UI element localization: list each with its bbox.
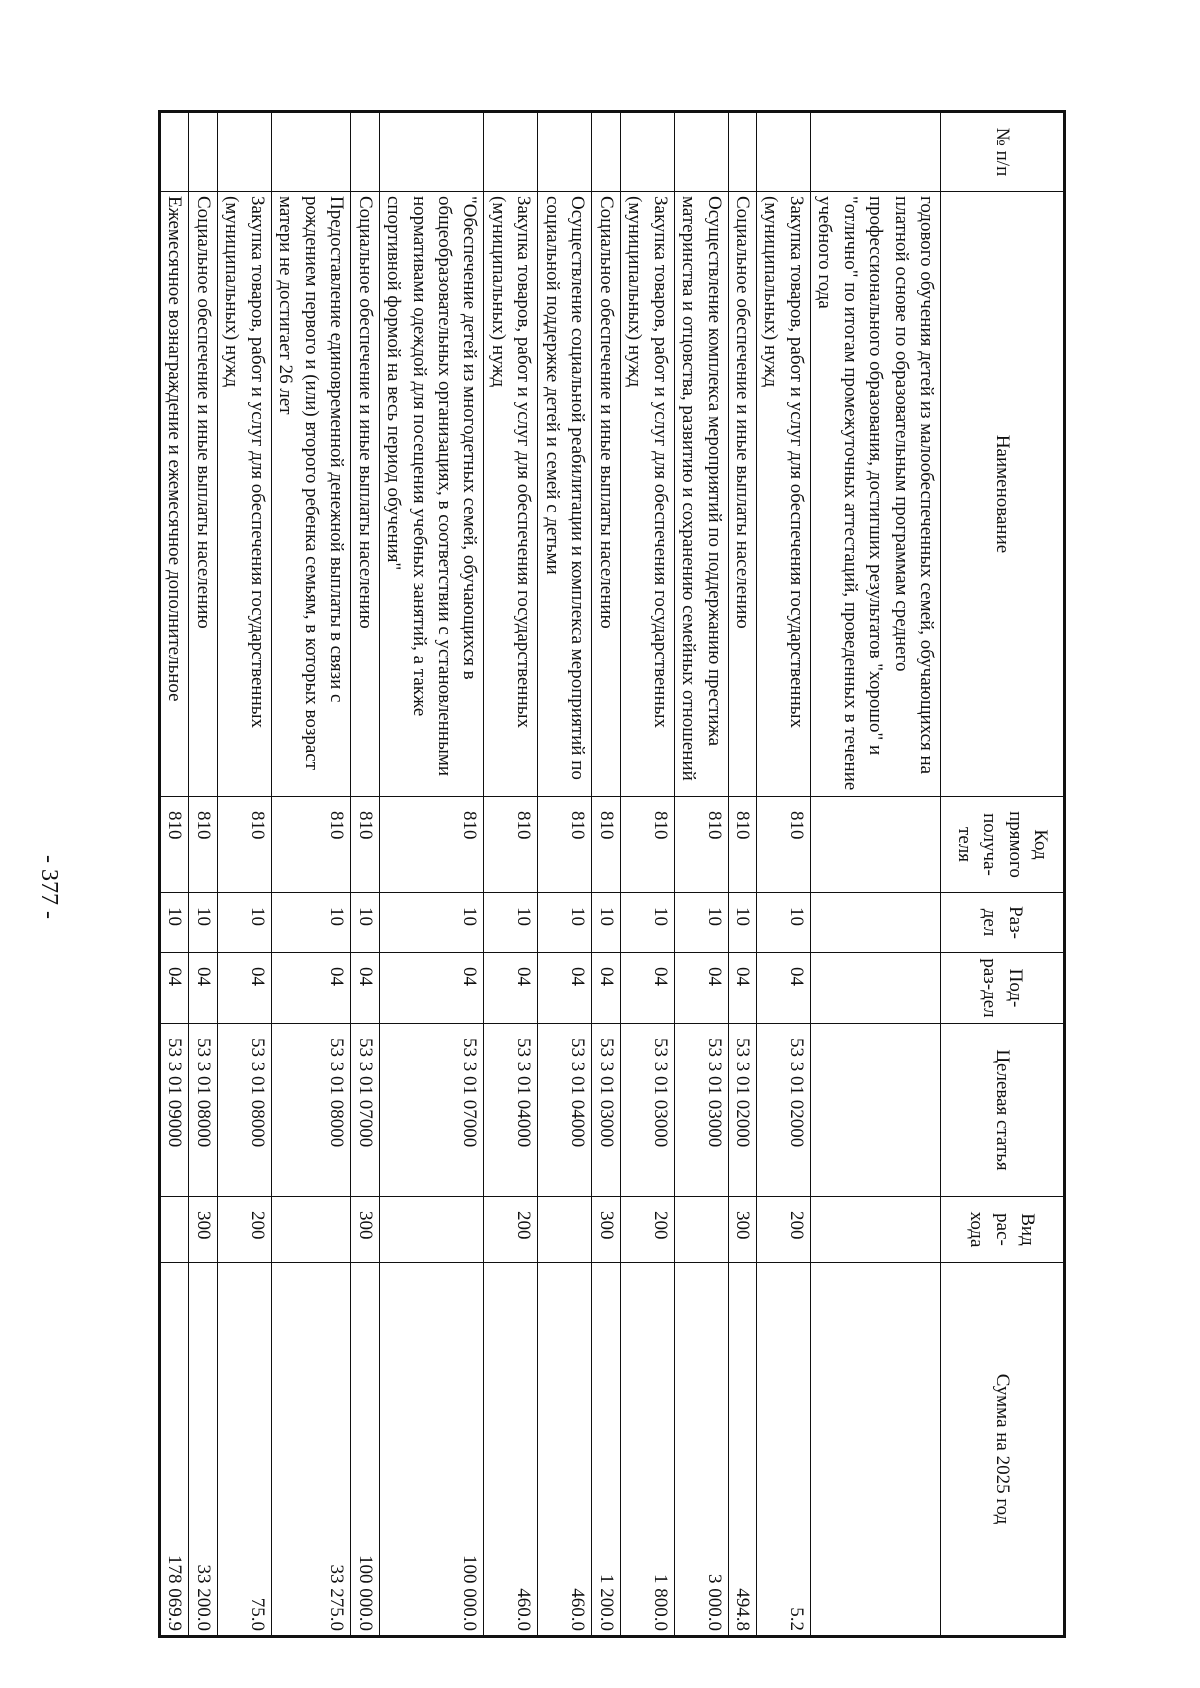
cell-name: Закупка товаров, работ и услуг для обеспечения государственных (муниципальных) нужд [484, 192, 538, 797]
cell-vid: 200 [484, 1197, 538, 1263]
cell-num [674, 112, 728, 192]
table-body [160, 112, 941, 1637]
cell-podrazdel: 04 [757, 953, 811, 1024]
cell-vid: 300 [189, 1197, 217, 1263]
cell-sum: 460.0 [484, 1263, 538, 1637]
cell-vid: 300 [728, 1197, 756, 1263]
cell-sum: 100 000.0 [379, 1263, 484, 1637]
cell-podrazdel: 04 [674, 953, 728, 1024]
cell-vid [538, 1197, 592, 1263]
header-code: Код прямого получа-теля [941, 797, 1065, 893]
cell-podrazdel [810, 953, 940, 1024]
cell-podrazdel: 04 [484, 953, 538, 1024]
table-row [271, 112, 350, 1637]
header-razdel: Раз-дел [941, 893, 1065, 953]
cell-razdel: 10 [160, 893, 189, 953]
cell-target: 53 3 01 02000 [728, 1024, 756, 1197]
cell-num [217, 112, 271, 192]
cell-code: 810 [484, 797, 538, 893]
cell-razdel: 10 [271, 893, 350, 953]
cell-target: 53 3 01 03000 [620, 1024, 674, 1197]
cell-vid: 200 [620, 1197, 674, 1263]
cell-code: 810 [217, 797, 271, 893]
cell-razdel: 10 [217, 893, 271, 953]
cell-sum: 100 000.0 [351, 1263, 379, 1637]
cell-vid [160, 1197, 189, 1263]
cell-code: 810 [271, 797, 350, 893]
cell-vid: 200 [757, 1197, 811, 1263]
cell-target: 53 3 01 07000 [379, 1024, 484, 1197]
budget-table [158, 110, 1066, 1638]
cell-sum: 178 069.9 [160, 1263, 189, 1637]
cell-target: 53 3 01 03000 [674, 1024, 728, 1197]
cell-podrazdel: 04 [728, 953, 756, 1024]
budget-table-container [110, 110, 1066, 1635]
cell-podrazdel: 04 [538, 953, 592, 1024]
cell-sum: 1 800.0 [620, 1263, 674, 1637]
header-podrazdel: Под-раз-дел [941, 953, 1065, 1024]
cell-razdel: 10 [757, 893, 811, 953]
cell-podrazdel: 04 [217, 953, 271, 1024]
cell-sum: 33 200.0 [189, 1263, 217, 1637]
cell-code: 810 [757, 797, 811, 893]
cell-vid [810, 1197, 940, 1263]
cell-num [538, 112, 592, 192]
cell-razdel: 10 [592, 893, 620, 953]
table-row [620, 112, 674, 1637]
cell-num [484, 112, 538, 192]
cell-sum: 460.0 [538, 1263, 592, 1637]
cell-target: 53 3 01 02000 [757, 1024, 811, 1197]
cell-podrazdel: 04 [351, 953, 379, 1024]
table-row [484, 112, 538, 1637]
cell-target: 53 3 01 08000 [217, 1024, 271, 1197]
page-number: - 377 - [36, 855, 62, 919]
header-target: Целевая статья [941, 1024, 1065, 1197]
cell-target: 53 3 01 03000 [592, 1024, 620, 1197]
cell-target: 53 3 01 08000 [189, 1024, 217, 1197]
cell-razdel: 10 [620, 893, 674, 953]
cell-sum: 75.0 [217, 1263, 271, 1637]
cell-podrazdel: 04 [379, 953, 484, 1024]
cell-num [620, 112, 674, 192]
cell-name: Ежемесячное вознаграждение и ежемесячное дополнительное [160, 192, 189, 797]
cell-code: 810 [189, 797, 217, 893]
cell-vid [271, 1197, 350, 1263]
cell-code: 810 [674, 797, 728, 893]
cell-code: 810 [728, 797, 756, 893]
cell-target [810, 1024, 940, 1197]
cell-code: 810 [538, 797, 592, 893]
table-row [757, 112, 811, 1637]
cell-razdel: 10 [728, 893, 756, 953]
cell-razdel: 10 [484, 893, 538, 953]
cell-code: 810 [160, 797, 189, 893]
cell-name: Предоставление единовременной денежной выплаты в связи с рождением первого и (или) второго ребенка семьям, в которых возраст матери не достигает 26 лет [271, 192, 350, 797]
table-row [592, 112, 620, 1637]
cell-target: 53 3 01 08000 [271, 1024, 350, 1197]
cell-code: 810 [379, 797, 484, 893]
cell-num [379, 112, 484, 192]
cell-name: Закупка товаров, работ и услуг для обеспечения государственных (муниципальных) нужд [620, 192, 674, 797]
cell-vid [379, 1197, 484, 1263]
cell-razdel: 10 [351, 893, 379, 953]
table-row [217, 112, 271, 1637]
header-vid: Вид рас-хода [941, 1197, 1065, 1263]
cell-name: Осуществление социальной реабилитации и комплекса мероприятий по социальной поддержке детей и семей с детьми [538, 192, 592, 797]
cell-sum: 33 275.0 [271, 1263, 350, 1637]
table-row [674, 112, 728, 1637]
cell-code: 810 [592, 797, 620, 893]
cell-num [757, 112, 811, 192]
table-header-row [941, 112, 1065, 1637]
cell-podrazdel: 04 [592, 953, 620, 1024]
cell-name: "Обеспечение детей из многодетных семей, обучающихся в общеобразовательных организациях, в соответствии с установленными нормативами одеждой для посещения учебных занятий, а также спортивной формой на весь период обучения" [379, 192, 484, 797]
cell-podrazdel: 04 [160, 953, 189, 1024]
cell-target: 53 3 01 04000 [484, 1024, 538, 1197]
cell-sum [810, 1263, 940, 1637]
cell-razdel: 10 [189, 893, 217, 953]
cell-podrazdel: 04 [620, 953, 674, 1024]
table-row [160, 112, 189, 1637]
table-row [189, 112, 217, 1637]
cell-vid: 300 [592, 1197, 620, 1263]
cell-sum: 5.2 [757, 1263, 811, 1637]
cell-code: 810 [620, 797, 674, 893]
header-num: № п/п [941, 112, 1065, 192]
cell-razdel: 10 [674, 893, 728, 953]
cell-razdel [810, 893, 940, 953]
cell-podrazdel: 04 [189, 953, 217, 1024]
cell-name: Осуществление комплекса мероприятий по поддержанию престижа материнства и отцовства, развитию и сохранению семейных отношений [674, 192, 728, 797]
cell-name: Социальное обеспечение и иные выплаты населению [728, 192, 756, 797]
cell-target: 53 3 01 07000 [351, 1024, 379, 1197]
header-name: Наименование [941, 192, 1065, 797]
table-row [351, 112, 379, 1637]
cell-num [189, 112, 217, 192]
cell-num [810, 112, 940, 192]
cell-sum: 1 200.0 [592, 1263, 620, 1637]
cell-name: Социальное обеспечение и иные выплаты населению [189, 192, 217, 797]
cell-vid: 300 [351, 1197, 379, 1263]
table-row [538, 112, 592, 1637]
cell-sum: 494.8 [728, 1263, 756, 1637]
cell-num [271, 112, 350, 192]
cell-name: Закупка товаров, работ и услуг для обеспечения государственных (муниципальных) нужд [217, 192, 271, 797]
cell-num [592, 112, 620, 192]
cell-num [160, 112, 189, 192]
cell-razdel: 10 [538, 893, 592, 953]
cell-sum: 3 000.0 [674, 1263, 728, 1637]
table-row [810, 112, 940, 1637]
cell-vid [674, 1197, 728, 1263]
cell-podrazdel: 04 [271, 953, 350, 1024]
header-sum: Сумма на 2025 год [941, 1263, 1065, 1637]
cell-num [351, 112, 379, 192]
cell-name: Закупка товаров, работ и услуг для обеспечения государственных (муниципальных) нужд [757, 192, 811, 797]
cell-vid: 200 [217, 1197, 271, 1263]
cell-target: 53 3 01 04000 [538, 1024, 592, 1197]
cell-razdel: 10 [379, 893, 484, 953]
cell-target: 53 3 01 09000 [160, 1024, 189, 1197]
cell-name: Социальное обеспечение и иные выплаты населению [592, 192, 620, 797]
table-row [379, 112, 484, 1637]
cell-code: 810 [351, 797, 379, 893]
cell-name: годового обучения детей из малообеспеченных семей, обучающихся на платной основе по образовательным программам среднего профессионального образования, достигших результатов "хорошо" и "отлично" по итогам промежуточных аттестаций, проведенных в течение учебного года [810, 192, 940, 797]
cell-code [810, 797, 940, 893]
cell-name: Социальное обеспечение и иные выплаты населению [351, 192, 379, 797]
cell-num [728, 112, 756, 192]
table-row [728, 112, 756, 1637]
